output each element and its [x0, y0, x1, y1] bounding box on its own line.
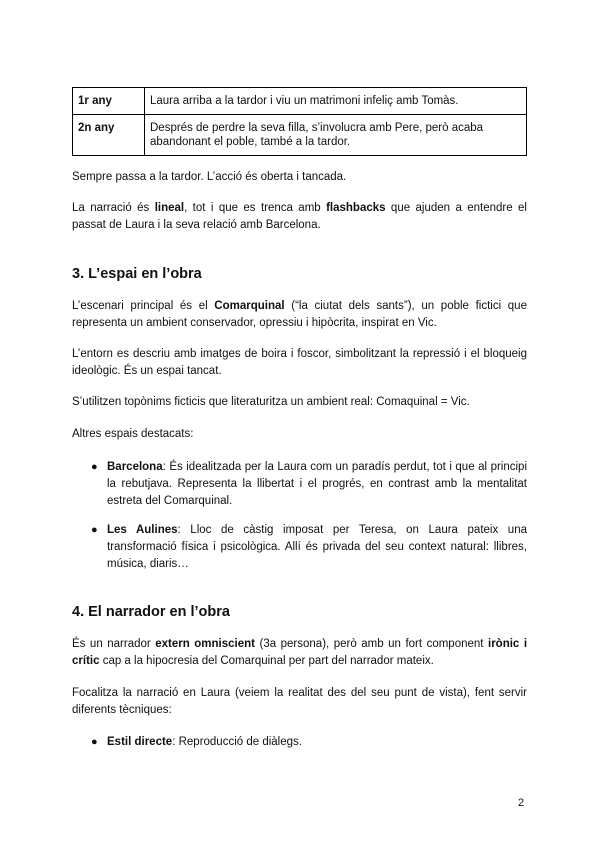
bullet-icon: ●: [91, 461, 98, 473]
section-heading-space: 3. L’espai en l’obra: [72, 266, 202, 282]
paragraph-toponyms: S’utilitzen topònims ficticis que literaturitza un ambient real: Comaquinal = Vic.: [72, 396, 470, 408]
list-item: Barcelona: És idealitzada per la Laura com un paradís perdut, tot i que al principi la rebutjava. Representa la llibertat i el progrés, en contrast amb la mentalitat estreta del Comarquinal.: [107, 461, 527, 507]
page-number: 2: [518, 797, 525, 809]
row-label: 1r any: [73, 88, 145, 115]
paragraph-narration: La narració és lineal, tot i que es trenca amb flashbacks que ajuden a entendre el passat de Laura i la seva relació amb Barcelona.: [72, 202, 527, 231]
paragraph-other-spaces: Altres espais destacats:: [72, 428, 194, 440]
table-row: [73, 115, 527, 156]
paragraph-setting: L’escenari principal és el Comarquinal (“la ciutat dels sants”), un poble fictici que representa un ambient conservador, opressiu i hipòcrita, inspirat en Vic.: [72, 300, 527, 329]
timeline-table: [72, 87, 527, 156]
paragraph-autumn: Sempre passa a la tardor. L’acció és oberta i tancada.: [72, 171, 347, 183]
section-heading-narrator: 4. El narrador en l’obra: [72, 604, 230, 620]
paragraph-environment: L’entorn es descriu amb imatges de boira i foscor, simbolitzant la repressió i el bloqueig ideològic. És un espai tancat.: [72, 348, 527, 377]
row-label: 2n any: [73, 115, 145, 156]
paragraph-narrator-type: És un narrador extern omniscient (3a persona), però amb un fort component irònic i crític cap a la hipocresia del Comarquinal per part del narrador mateix.: [72, 638, 528, 667]
row-text: Després de perdre la seva filla, s’involucra amb Pere, però acaba abandonant el poble, també a la tardor.: [145, 115, 527, 156]
bullet-icon: ●: [91, 524, 98, 536]
table-row: [73, 88, 527, 115]
list-item: Estil directe: Reproducció de diàlegs.: [107, 736, 302, 748]
bullet-icon: ●: [91, 736, 98, 748]
list-item: Les Aulines: Lloc de càstig imposat per Teresa, on Laura pateix una transformació física i psicològica. Allí és privada del seu context natural: llibres, música, diaris…: [107, 524, 527, 570]
row-text: Laura arriba a la tardor i viu un matrimoni infeliç amb Tomàs.: [145, 88, 527, 115]
paragraph-focalization: Focalitza la narració en Laura (veiem la realitat des del seu punt de vista), fent servir diferents tècniques:: [72, 687, 527, 716]
